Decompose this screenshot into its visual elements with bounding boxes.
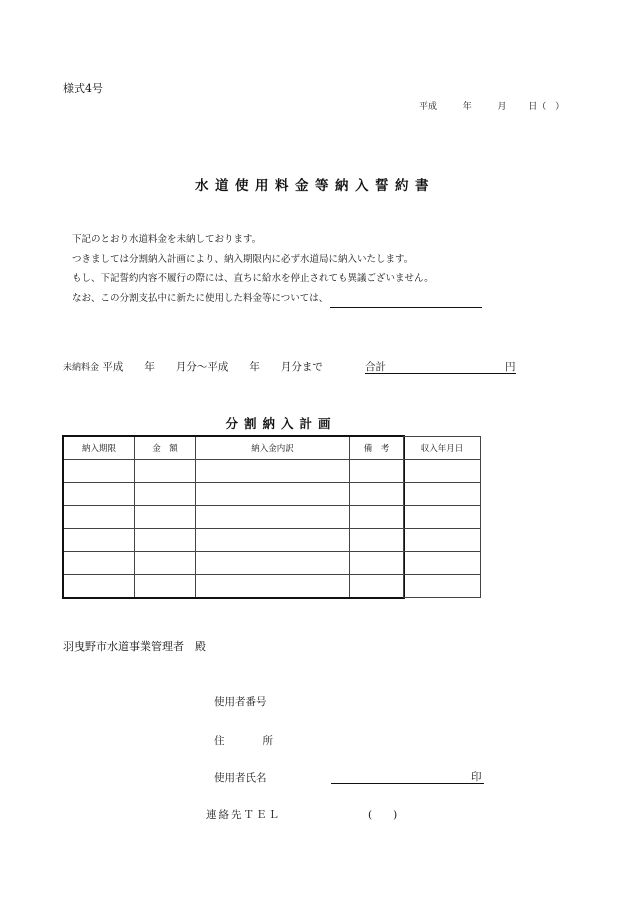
- receipt-row: [404, 575, 481, 598]
- unpaid-label: 未納料金: [63, 363, 100, 373]
- receipt-row: [404, 460, 481, 483]
- plan-row: [63, 506, 404, 529]
- due-date-cell[interactable]: [63, 575, 135, 599]
- receipt-row: [404, 483, 481, 506]
- amount-cell[interactable]: [135, 483, 196, 506]
- name-field[interactable]: [331, 783, 484, 784]
- date-era: 平成: [419, 102, 438, 112]
- breakdown-cell[interactable]: [196, 460, 350, 483]
- plan-row: [63, 460, 404, 483]
- document-title: 水道使用料金等納入誓約書: [195, 178, 435, 194]
- seal-mark: 印: [471, 771, 482, 783]
- due-date-cell[interactable]: [63, 460, 135, 483]
- form-number: 様式4号: [63, 82, 103, 95]
- receipt-date-cell[interactable]: [404, 575, 481, 598]
- breakdown-cell[interactable]: [196, 529, 350, 552]
- due-date-cell[interactable]: [63, 506, 135, 529]
- receipt-row: [404, 552, 481, 575]
- pledge-blank-field[interactable]: [330, 296, 482, 308]
- breakdown-cell[interactable]: [196, 552, 350, 575]
- pledge-line-4-text: なお、この分割支払中に新たに使用した料金等については、: [72, 292, 329, 304]
- pledge-line-4: [72, 289, 482, 309]
- date-day: 日（ ）: [528, 102, 565, 112]
- plan-row: [63, 552, 404, 575]
- amount-cell[interactable]: [135, 529, 196, 552]
- plan-row: [63, 575, 404, 599]
- date-year: 年: [462, 102, 472, 112]
- address-label-1: 住: [214, 735, 225, 747]
- receipt-date-cell[interactable]: [404, 483, 481, 506]
- amount-cell[interactable]: [135, 575, 196, 599]
- col-remarks: 備 考: [350, 436, 405, 460]
- receipt-date-table: [403, 436, 481, 598]
- remarks-cell[interactable]: [350, 460, 405, 483]
- due-date-cell[interactable]: [63, 529, 135, 552]
- pledge-text: [72, 230, 482, 308]
- remarks-cell[interactable]: [350, 575, 405, 599]
- pledge-line-3: もし、下記誓約内容不履行の際には、直ちに給水を停止されても異議ございません。: [72, 273, 434, 284]
- receipt-date-cell[interactable]: [404, 529, 481, 552]
- plan-body: [63, 460, 404, 599]
- receipt-header-row: [404, 437, 481, 460]
- plan-row: [63, 483, 404, 506]
- remarks-cell[interactable]: [350, 506, 405, 529]
- receipt-date-cell[interactable]: [404, 506, 481, 529]
- addressee: 羽曳野市水道事業管理者 殿: [63, 640, 206, 653]
- remarks-cell[interactable]: [350, 483, 405, 506]
- tel-area-code: ( ): [368, 809, 398, 821]
- plan-header-row: [63, 436, 404, 460]
- date-month: 月: [497, 102, 507, 112]
- pledge-line-2: つきましては分割納入計画により、納入期限内に必ず水道局に納入いたします。: [72, 253, 414, 265]
- installment-plan-table: [62, 435, 405, 599]
- col-amount: 金 額: [135, 436, 196, 460]
- receipt-date-cell[interactable]: [404, 552, 481, 575]
- tel-label: 連絡先ＴＥＬ: [206, 809, 281, 821]
- total-amount-field[interactable]: [365, 373, 516, 374]
- col-breakdown: 納入金内訳: [196, 436, 350, 460]
- address-label: [214, 733, 273, 748]
- yen-label: 円: [505, 361, 516, 373]
- name-label: 使用者氏名: [214, 772, 267, 784]
- amount-cell[interactable]: [135, 552, 196, 575]
- remarks-cell[interactable]: [350, 529, 405, 552]
- pledge-line-1: 下記のとおり水道料金を未納しております。: [72, 234, 262, 245]
- receipt-row: [404, 529, 481, 552]
- due-date-cell[interactable]: [63, 552, 135, 575]
- remarks-cell[interactable]: [350, 552, 405, 575]
- receipt-date-cell[interactable]: [404, 460, 481, 483]
- date-line: [419, 99, 564, 112]
- receipt-row: [404, 506, 481, 529]
- total-label: 合計: [365, 361, 386, 373]
- col-receipt-date: 収入年月日: [404, 437, 481, 460]
- user-number-label: 使用者番号: [214, 696, 267, 708]
- breakdown-cell[interactable]: [196, 506, 350, 529]
- amount-cell[interactable]: [135, 506, 196, 529]
- receipt-body: [404, 460, 481, 598]
- address-label-2: 所: [262, 735, 273, 747]
- breakdown-cell[interactable]: [196, 483, 350, 506]
- col-due-date: 納入期限: [63, 436, 135, 460]
- unpaid-amount-line: [63, 359, 323, 374]
- breakdown-cell[interactable]: [196, 575, 350, 599]
- plan-title: 分割納入計画: [225, 416, 337, 431]
- plan-row: [63, 529, 404, 552]
- due-date-cell[interactable]: [63, 483, 135, 506]
- unpaid-period: 平成 年 月分〜平成 年 月分まで: [102, 361, 323, 373]
- amount-cell[interactable]: [135, 460, 196, 483]
